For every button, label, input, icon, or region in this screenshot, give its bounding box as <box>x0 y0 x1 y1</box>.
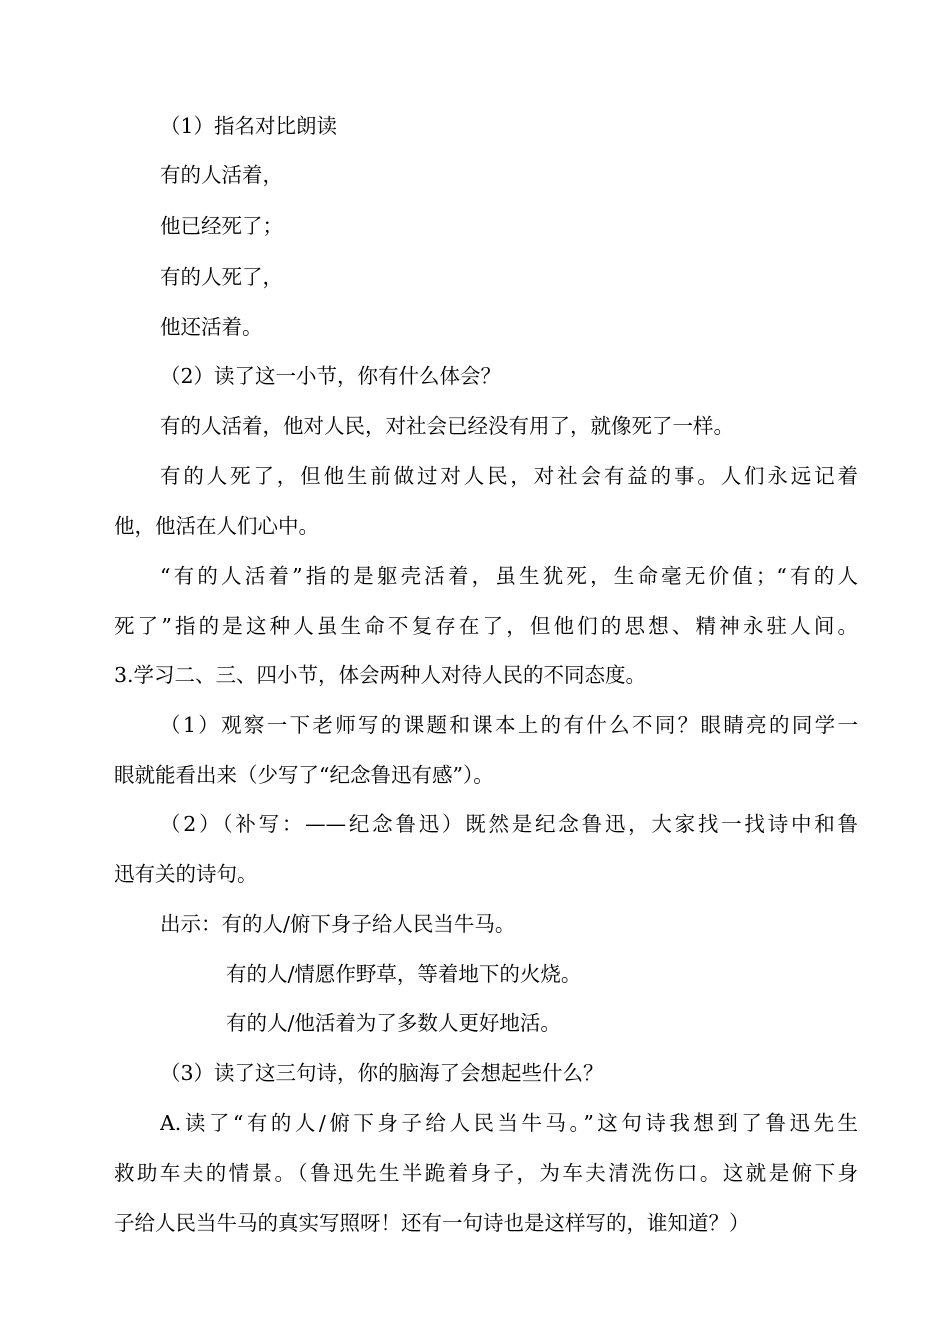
text-line: 子给人民当牛马的真实写照呀！还有一句诗也是这样写的，谁知道？） <box>114 1211 750 1235</box>
text-line: 有的人活着， <box>160 163 283 187</box>
text-line: 他已经死了； <box>160 214 283 238</box>
text-line: 有的人/情愿作野草，等着地下的火烧。 <box>226 962 582 986</box>
text-line: （1）指名对比朗读 <box>160 114 338 138</box>
text-line: （2）（补写：——纪念鲁迅）既然是纪念鲁迅，大家找一找诗中和鲁 <box>160 812 858 836</box>
text-line: （1）观察一下老师写的课题和课本上的有什么不同？眼睛亮的同学一 <box>160 713 858 737</box>
text-line: 眼就能看出来（少写了“纪念鲁迅有感”）。 <box>114 763 494 787</box>
text-line: 救助车夫的情景。（鲁迅先生半跪着身子，为车夫清洗伤口。这就是俯下身 <box>114 1161 858 1185</box>
text-line: （3）读了这三句诗，你的脑海了会想起些什么？ <box>160 1061 604 1085</box>
text-line: A.读了“有的人/俯下身子给人民当牛马。”这句诗我想到了鲁迅先生 <box>160 1111 858 1135</box>
text-line: 3.学习二、三、四小节，体会两种人对待人民的不同态度。 <box>114 663 647 687</box>
text-line: “有的人活着”指的是躯壳活着，虽生犹死，生命毫无价值；“有的人 <box>160 564 858 588</box>
text-line: 他，他活在人们心中。 <box>114 514 319 538</box>
text-line: 有的人死了，但他生前做过对人民，对社会有益的事。人们永远记着 <box>160 464 858 488</box>
text-line: 死了”指的是这种人虽生命不复存在了，但他们的思想、精神永驻人间。 <box>114 614 858 638</box>
text-line: 有的人死了， <box>160 265 283 289</box>
text-line: 他还活着。 <box>160 315 263 339</box>
text-line: 迅有关的诗句。 <box>114 862 258 886</box>
text-line: 有的人活着，他对人民，对社会已经没有用了，就像死了一样。 <box>160 414 734 438</box>
text-line: 有的人/他活着为了多数人更好地活。 <box>226 1011 561 1035</box>
text-line: （2）读了这一小节，你有什么体会？ <box>160 364 502 388</box>
text-line: 出示：有的人/俯下身子给人民当牛马。 <box>160 912 516 936</box>
